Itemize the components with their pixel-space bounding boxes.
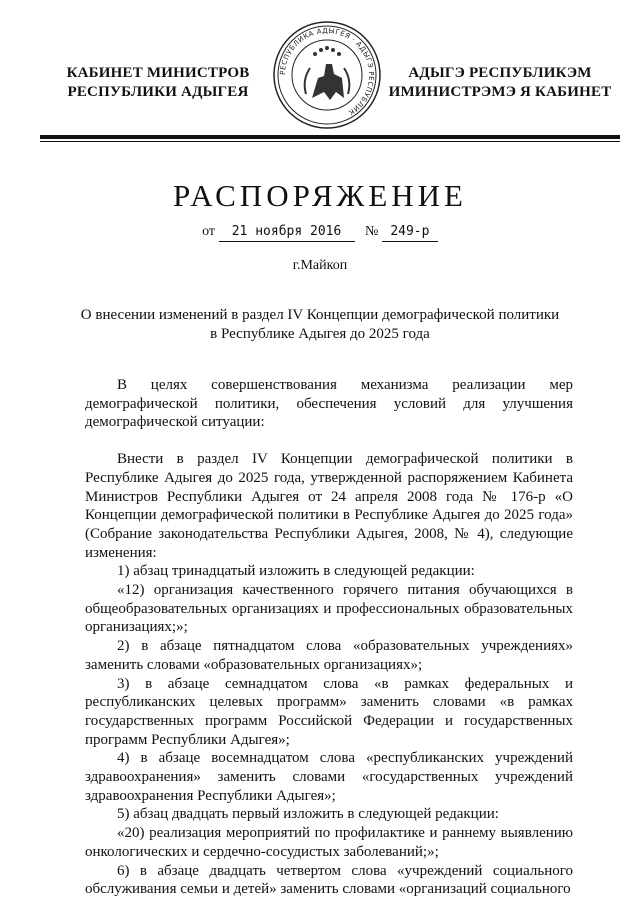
paragraph-gap bbox=[85, 432, 573, 450]
document-dateline bbox=[0, 223, 640, 242]
emblem-ring-text: РЕСПУБЛИКА АДЫГЕЯ · АДЫГЭ РЕСПУБЛИК bbox=[278, 26, 376, 117]
header-rule-thin bbox=[40, 141, 620, 142]
document-date: 21 ноября 2016 bbox=[219, 223, 355, 242]
document-subject: О внесении изменений в раздел IV Концепции демографической политики в Республике Адыгея до 2025 года bbox=[80, 307, 560, 342]
preamble-paragraph: В целях совершенствования механизма реализации мер демографической политики, обеспечения условий для улучшения демографической ситуации: bbox=[85, 377, 573, 431]
date-prefix: от bbox=[202, 224, 216, 239]
amendment-item: 4) в абзаце восемнадцатом слова «республиканских учреждений здравоохранения» заменить словами «государственных учреждений здравоохранения Республики Адыгея»; bbox=[85, 750, 573, 804]
header-rule-thick bbox=[40, 135, 620, 139]
issuer-line-2-adyghe: ИМИНИСТРЭМЭ Я КАБИНЕТ bbox=[388, 84, 612, 100]
body-paragraph: Внести в раздел IV Концепции демографической политики в Республике Адыгея до 2025 года, утвержденной распоряжением Кабинета Министров Республики Адыгея от 24 апреля 2008 года № 176-р «О Концепции демографической политики в Республике Адыгея до 2025 года» (Собрание законодательства Республики Адыгея, 2008, № 4), следующие изменения: bbox=[85, 451, 573, 561]
amendment-item: 6) в абзаце двадцать четвертом слова «учреждений социального обслуживания семьи и детей» заменить словами «организаций социального bbox=[85, 862, 573, 898]
amendment-item: 3) в абзаце семнадцатом слова «в рамках федеральных и республиканских целевых программ» заменить словами «в рамках государственных программ Российской Федерации и государственных программ Республики Адыгея»; bbox=[85, 675, 573, 748]
amendment-item: 2) в абзаце пятнадцатом слова «образовательных учреждениях» заменить словами «образовательных организациях»; bbox=[85, 638, 573, 673]
number-sign: № bbox=[365, 224, 379, 239]
issuer-name-russian bbox=[58, 64, 258, 102]
amendment-item: 1) абзац тринадцатый изложить в следующей редакции: bbox=[117, 563, 475, 580]
amendment-text: «12) организация качественного горячего питания обучающихся в общеобразовательных организациях и профессиональных образовательных организациях;»; bbox=[85, 582, 573, 636]
issuer-name-adyghe bbox=[385, 64, 615, 102]
document-number: 249-р bbox=[382, 223, 438, 242]
issuer-line-2: РЕСПУБЛИКИ АДЫГЕЯ bbox=[67, 84, 249, 100]
amendment-item: 5) абзац двадцать первый изложить в следующей редакции: bbox=[117, 806, 499, 823]
document-body bbox=[85, 376, 573, 899]
issuer-line-1-adyghe: АДЫГЭ РЕСПУБЛИКЭМ bbox=[408, 65, 592, 81]
document-title: РАСПОРЯЖЕНИЕ bbox=[173, 178, 467, 213]
state-emblem-icon bbox=[272, 20, 382, 130]
issuer-line-1: КАБИНЕТ МИНИСТРОВ bbox=[66, 65, 250, 81]
issue-city: г.Майкоп bbox=[292, 258, 348, 273]
amendment-text: «20) реализация мероприятий по профилактике и раннему выявлению онкологических и сердечно-сосудистых заболеваний;»; bbox=[85, 825, 573, 860]
